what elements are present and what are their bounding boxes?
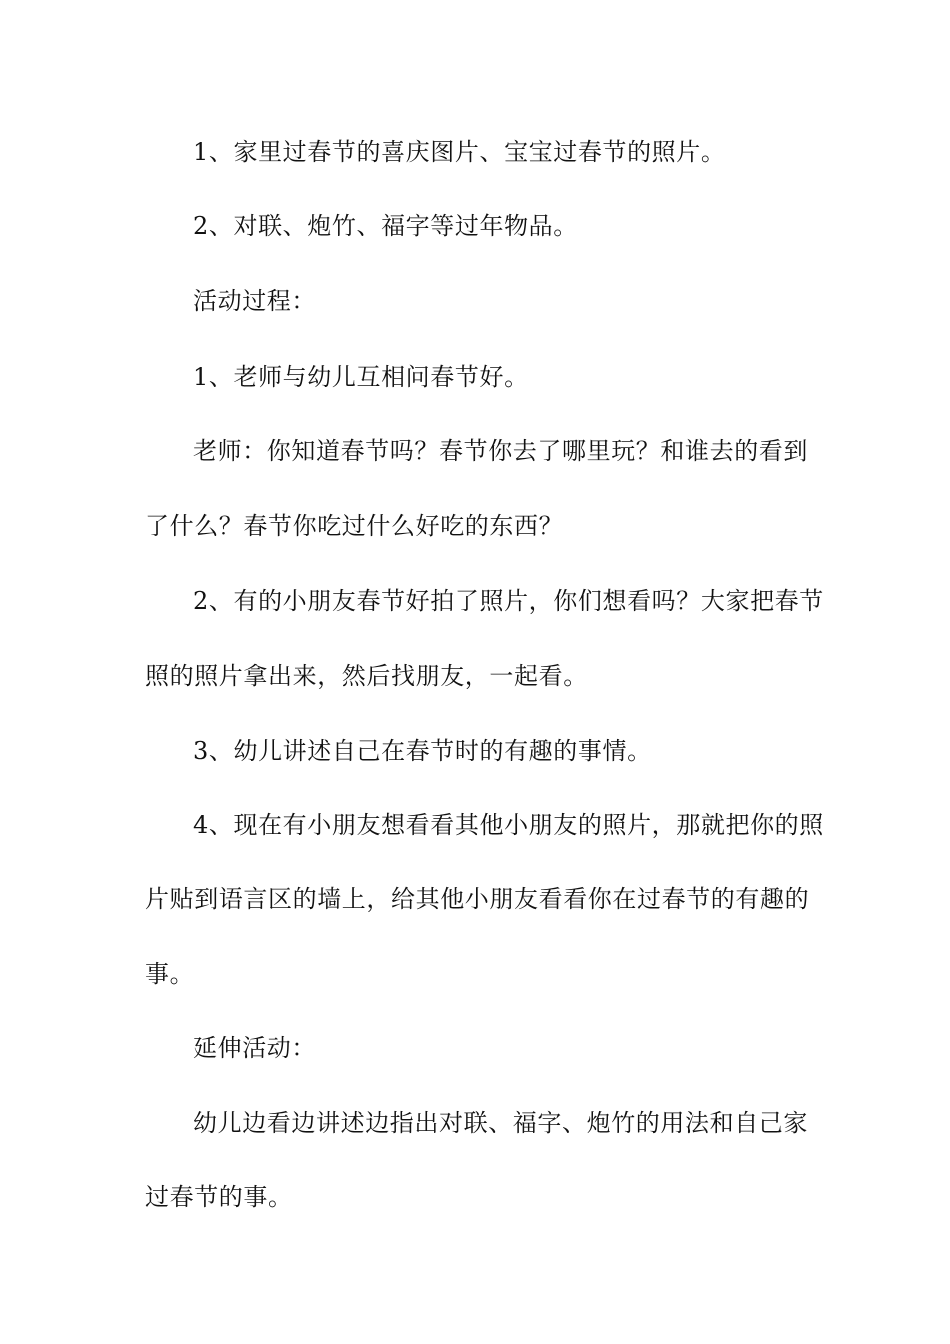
extension-text-line-1: 幼儿边看边讲述边指出对联、福字、炮竹的用法和自己家 <box>193 1109 808 1137</box>
extension-text-line-2: 过春节的事。 <box>145 1183 293 1211</box>
process-step-4-line-1: 4、现在有小朋友想看看其他小朋友的照片，那就把你的照 <box>193 811 824 839</box>
process-step-3: 3、幼儿讲述自己在春节时的有趣的事情。 <box>193 737 652 765</box>
process-step-2-line-1: 2、有的小朋友春节好拍了照片，你们想看吗？大家把春节 <box>193 587 824 615</box>
section-heading-extension: 延伸活动： <box>193 1034 316 1062</box>
process-step-4-line-3: 事。 <box>145 960 195 988</box>
process-step-4-line-2: 片贴到语言区的墙上，给其他小朋友看看你在过春节的有趣的 <box>145 885 810 913</box>
teacher-question-line-2: 了什么？春节你吃过什么好吃的东西？ <box>145 512 564 540</box>
section-heading-process: 活动过程： <box>193 287 316 315</box>
materials-item-1: 1、家里过春节的喜庆图片、宝宝过春节的照片。 <box>193 138 726 166</box>
materials-item-2: 2、对联、炮竹、福字等过年物品。 <box>193 212 578 240</box>
process-step-1: 1、老师与幼儿互相问春节好。 <box>193 363 529 391</box>
process-step-2-line-2: 照的照片拿出来，然后找朋友，一起看。 <box>145 662 588 690</box>
teacher-question-line-1: 老师：你知道春节吗？春节你去了哪里玩？和谁去的看到 <box>193 437 808 465</box>
